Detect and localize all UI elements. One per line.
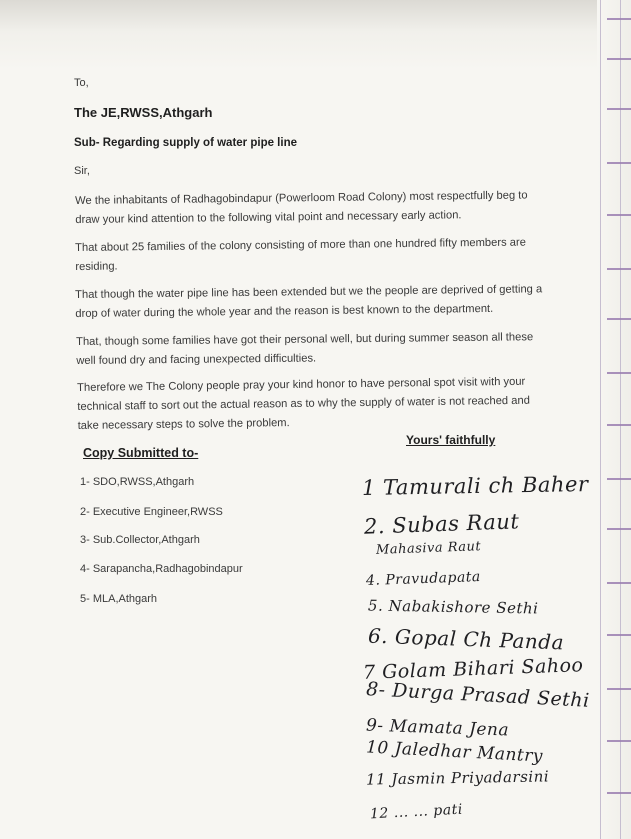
copy-item: 4- Sarapancha,Radhagobindapur — [80, 563, 243, 575]
signature: 10 Jaledhar Mantry — [365, 737, 544, 767]
signature: 8- Durga Prasad Sethi — [365, 678, 591, 712]
signature: 7 Golam Bihari Sahoo — [362, 654, 584, 684]
paragraph-line: take necessary steps to solve the problem. — [77, 417, 290, 432]
paragraph-line: drop of water during the whole year and the reason is best known to the department. — [75, 302, 494, 320]
page-fold-shadow — [0, 0, 631, 70]
paragraph-4 — [76, 328, 533, 371]
paragraph-1 — [75, 186, 528, 230]
signature: 6. Gopal Ch Panda — [367, 623, 565, 655]
paragraph-line: residing. — [75, 260, 118, 273]
signature: 4. Pravudapata — [365, 569, 482, 589]
signature: 9- Mamata Jena — [365, 715, 510, 741]
paragraph-2 — [75, 233, 526, 277]
salutation-to: To, — [74, 77, 89, 89]
paragraph-5 — [77, 373, 530, 436]
greeting: Sir, — [74, 165, 90, 177]
closing-yours-faithfully: Yours' faithfully — [406, 433, 496, 447]
paragraph-3 — [75, 280, 543, 324]
signature: Mahasiva Raut — [375, 539, 482, 558]
paragraph-line: We the inhabitants of Radhagobindapur (Powerloom Road Colony) most respectfully beg to — [75, 189, 528, 207]
signature: 2. Subas Raut — [363, 509, 520, 539]
signature: 11 Jasmin Priyadarsini — [365, 767, 550, 789]
page-edge-shadow — [597, 0, 631, 839]
paragraph-line: That, though some families have got their personal well, but during summer season all these — [76, 331, 534, 348]
copy-item: 1- SDO,RWSS,Athgarh — [80, 476, 195, 488]
paragraph-line: technical staff to sort out the actual reason as to why the supply of water is not reached and — [77, 394, 530, 413]
signature: 12 ... ... pati — [369, 801, 464, 823]
copy-submitted-heading: Copy Submitted to- — [83, 446, 199, 460]
paragraph-line: Therefore we The Colony people pray your kind honor to have personal spot visit with your — [77, 375, 526, 394]
signature: 1 Tamurali ch Baher — [361, 472, 589, 500]
recipient-line: The JE,RWSS,Athgarh — [74, 105, 213, 120]
binding-margin-line — [600, 0, 601, 839]
copy-item: 5- MLA,Athgarh — [80, 593, 158, 605]
paragraph-line: draw your kind attention to the following vital point and necessary early action. — [75, 209, 462, 226]
paragraph-line: well found dry and facing unexpected difficulties. — [76, 352, 317, 367]
signature: 5. Nabakishore Sethi — [367, 596, 539, 618]
binding-margin-line — [620, 0, 621, 839]
paragraph-line: That though the water pipe line has been extended but we the people are deprived of getting a — [75, 283, 543, 301]
subject-line: Sub- Regarding supply of water pipe line — [74, 137, 297, 149]
paragraph-line: That about 25 families of the colony consisting of more than one hundred fifty members are — [75, 236, 527, 254]
copy-item: 3- Sub.Collector,Athgarh — [80, 534, 200, 546]
copy-item: 2- Executive Engineer,RWSS — [80, 506, 223, 518]
